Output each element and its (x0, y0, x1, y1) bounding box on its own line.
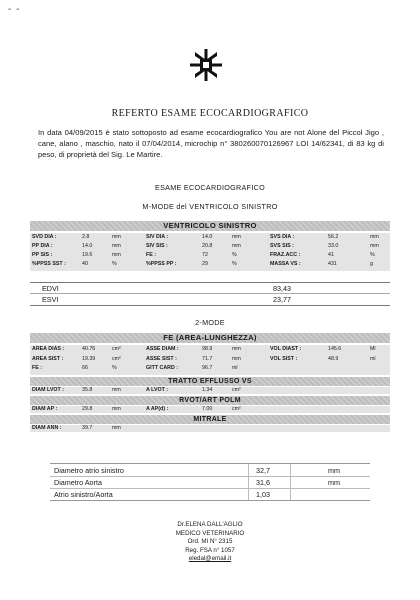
measure-unit: mm (232, 355, 241, 362)
measure-unit: ml (232, 365, 238, 371)
band-ventricolo-sinistro: VENTRICOLO SINISTRO (30, 221, 390, 231)
measure-label: DIAM ANN : (32, 425, 62, 431)
edvi-value: 83,43 (273, 284, 291, 293)
section-mmode-heading: M-MODE del VENTRICOLO SINISTRO (142, 202, 278, 211)
measure-unit: mm (232, 234, 241, 240)
measure-value: 29 (202, 261, 208, 267)
measure-value: 40 (82, 261, 88, 267)
measure-label: VOL SIST : (270, 355, 298, 362)
measure-label: A LVOT : (146, 387, 169, 393)
measure-label: SIV SIS : (146, 243, 168, 249)
measure-value: 72 (202, 252, 208, 258)
measure-value: 98.9 (202, 346, 213, 352)
measure-label: FRAZ.ACC : (270, 252, 301, 258)
measure-unit: % (232, 261, 237, 267)
measure-value: 7.00 (202, 406, 213, 412)
measure-value: 14.0 (82, 243, 93, 249)
measure-unit: % (112, 261, 117, 267)
measure-label: %PPSS SST : (32, 261, 66, 267)
measure-label: FE : (146, 252, 157, 258)
measure-label: DIAM AP : (32, 406, 58, 412)
measure-label: %PPSS PP : (146, 261, 177, 267)
band-fe-area-lunghezza: FE (AREA-LUNGHEZZA) (30, 333, 390, 343)
measure-label: SVS SIS : (270, 243, 294, 249)
measure-unit: cm² (232, 406, 241, 412)
measure-unit: mm (112, 243, 121, 249)
report-title: REFERTO ESAME ECOCARDIOGRAFICO (111, 108, 309, 119)
measure-label: PP SIS : (32, 252, 53, 258)
band-tratto-efflusso: TRATTO EFFLUSSO VS (30, 377, 390, 386)
measure-unit: mm (112, 387, 121, 393)
measure-value: 20.8 (202, 243, 213, 249)
measure-unit: mm (232, 243, 241, 249)
measure-unit: ml (370, 355, 376, 362)
signature-ord: Ord. MI N° 2315 (187, 538, 233, 546)
measure-label: SVD DIA : (32, 234, 57, 240)
measure-value: 1.34 (202, 387, 213, 393)
measure-label: ASSE SIST : (146, 355, 177, 362)
measure-unit: cm² (112, 346, 121, 352)
measure-value: 66 (82, 365, 88, 371)
measure-unit: mm (112, 425, 121, 431)
esvi-value: 23,77 (273, 295, 291, 304)
measure-value: 56.2 (328, 234, 339, 240)
measure-unit: mm (232, 346, 241, 352)
measure-unit: Ml (370, 346, 376, 352)
corner-mark: - - (8, 4, 21, 15)
signature-reg: Reg. FSA n° 1057 (185, 546, 235, 554)
measure-unit: % (232, 252, 237, 258)
measure-value: 14.0 (202, 234, 213, 240)
measure-value: 2.8 (82, 234, 90, 240)
measure-label: MASSA VS : (270, 261, 301, 267)
measure-unit: g (370, 261, 373, 267)
measure-value: 145.6 (328, 346, 342, 352)
measure-label: SIV DIA : (146, 234, 169, 240)
measure-unit: % (112, 365, 117, 371)
measure-value: 431 (328, 261, 337, 267)
signature-block (0, 521, 420, 564)
measure-label: SVS DIA : (270, 234, 295, 240)
measure-value: 48.9 (328, 355, 339, 362)
measure-value: 35.8 (82, 387, 93, 393)
measure-unit: % (370, 252, 375, 258)
measure-unit: cm² (232, 387, 241, 393)
measure-unit: cm² (112, 355, 121, 362)
measure-label: A AP(d) : (146, 406, 169, 412)
measure-label: DIAM LVOT : (32, 387, 64, 393)
section-echo-heading: ESAME ECOCARDIOGRAFICO (154, 183, 266, 192)
intro-paragraph: In data 04/09/2015 è stato sottoposto ad esame ecocardiografico You are not Alone del Piccol Jigo , cane, alano , maschio, nato il 07/04/2014, microchip n° 380260070126967 LOI 14/62341, di 83 kg di peso, di proprietà del Sig. Le Martire. (38, 128, 384, 159)
measure-value: 31,6 (256, 478, 270, 487)
signature-email-link[interactable]: eledal@email.it (188, 555, 232, 563)
measure-label: GITT CARD : (146, 365, 179, 371)
edvi-esvi-box (30, 282, 390, 306)
measure-value: 40.76 (82, 346, 96, 352)
measure-unit: mm (112, 252, 121, 258)
band-mitrale: MITRALE (30, 415, 390, 424)
measure-label: FE : (32, 365, 43, 371)
measure-value: 41 (328, 252, 334, 258)
band-rvot-art-polm: RVOT/ART POLM (30, 396, 390, 405)
measure-unit: mm (112, 406, 121, 412)
measure-unit: mm (370, 243, 379, 249)
measure-label: PP DIA : (32, 243, 53, 249)
measure-value: 96.7 (202, 365, 213, 371)
measure-unit: mm (328, 466, 340, 475)
measure-label: Atrio sinistro/Aorta (54, 490, 113, 499)
measure-value: 32,7 (256, 466, 270, 475)
measure-label: Diametro Aorta (54, 478, 102, 487)
measure-label: VOL DIAST : (270, 346, 302, 352)
measure-label: AREA DIAS : (32, 346, 65, 352)
signature-name: Dr.ELENA DALL'AGLIO (177, 521, 243, 528)
measure-value: 1,03 (256, 490, 270, 499)
esvi-label: ESVI (42, 295, 59, 304)
measure-value: 19.39 (82, 355, 96, 362)
measure-value: 33.0 (328, 243, 339, 249)
measure-value: 39.7 (82, 425, 93, 431)
measure-label: Diametro atrio sinistro (54, 466, 124, 475)
measure-label: ASSE DIAM : (146, 346, 179, 352)
clinic-logo-icon (189, 48, 223, 82)
measure-value: 29.8 (82, 406, 93, 412)
edvi-label: EDVI (42, 284, 59, 293)
measure-unit: mm (112, 234, 121, 240)
section-2d-heading: 2-MODE (195, 318, 225, 327)
measure-value: 19.6 (82, 252, 93, 258)
measure-unit: mm (328, 478, 340, 487)
signature-role: MEDICO VETERINARIO (175, 529, 245, 537)
measure-unit: mm (370, 234, 379, 240)
measure-label: AREA SIST : (32, 355, 64, 362)
measures-table (50, 463, 370, 501)
measure-value: 71.7 (202, 355, 213, 362)
